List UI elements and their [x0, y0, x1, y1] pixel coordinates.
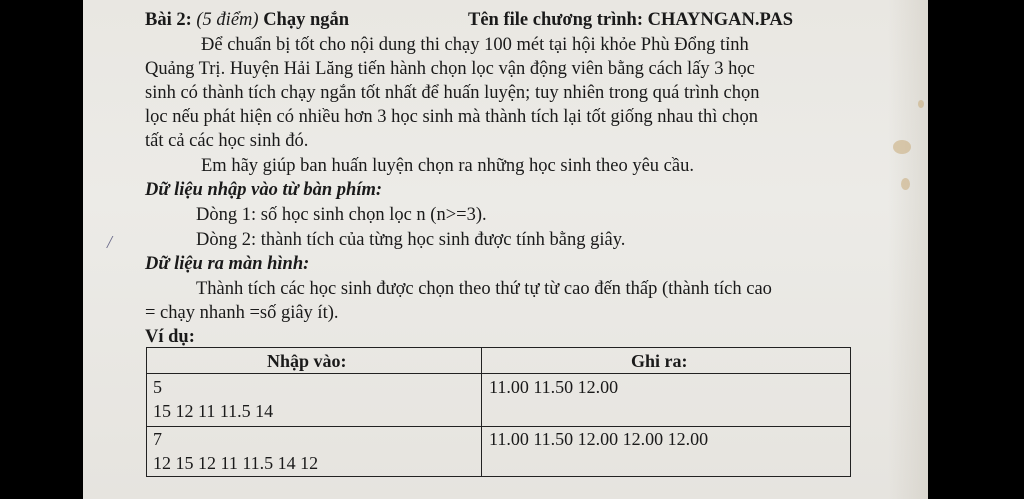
table-cell-input: 12 15 12 11 11.5 14 12	[153, 453, 319, 473]
table-column-divider	[481, 348, 482, 476]
intro-line: tất cả các học sinh đó.	[145, 131, 309, 151]
example-table	[146, 347, 851, 477]
document-page	[83, 0, 928, 499]
table-row-divider	[147, 426, 850, 427]
intro-line: Quảng Trị. Huyện Hải Lăng tiến hành chọn lọc vận động viên bằng cách lấy 3 học	[145, 59, 755, 79]
table-cell-input: 5	[153, 377, 162, 397]
intro-line: Để chuẩn bị tốt cho nội dung thi chạy 100 mét tại hội khỏe Phù Đổng tỉnh	[201, 35, 749, 55]
output-line: Thành tích các học sinh được chọn theo thứ tự từ cao đến thấp (thành tích cao	[196, 279, 772, 299]
table-cell-output: 11.00 11.50 12.00	[489, 377, 619, 397]
output-line: = chạy nhanh =số giây ít).	[145, 303, 339, 323]
table-row-divider	[147, 373, 850, 374]
pencil-mark: /	[107, 232, 113, 252]
example-label: Ví dụ:	[145, 327, 195, 347]
input-line: Dòng 2: thành tích của từng học sinh được tính bằng giây.	[196, 230, 626, 250]
problem-number: Bài 2:	[145, 10, 192, 30]
problem-header	[145, 9, 349, 31]
task-line: Em hãy giúp ban huấn luyện chọn ra những học sinh theo yêu cầu.	[201, 156, 694, 176]
file-label: Tên file chương trình:	[468, 10, 644, 30]
table-header-input: Nhập vào:	[267, 351, 347, 371]
table-cell-output: 11.00 11.50 12.00 12.00 12.00	[489, 429, 709, 449]
paper-stain	[893, 140, 911, 154]
file-name: CHAYNGAN.PAS	[647, 10, 794, 30]
file-name-line	[468, 9, 793, 31]
input-line: Dòng 1: số học sinh chọn lọc n (n>=3).	[196, 205, 487, 225]
output-heading: Dữ liệu ra màn hình:	[145, 254, 310, 274]
table-header-output: Ghi ra:	[631, 351, 688, 371]
problem-points: (5 điểm)	[196, 10, 259, 30]
problem-name: Chạy ngắn	[263, 10, 350, 30]
intro-line: lọc nếu phát hiện có nhiều hơn 3 học sinh mà thành tích lại tốt giống nhau thì chọn	[145, 107, 758, 127]
paper-stain	[901, 178, 910, 190]
paper-stain	[918, 100, 924, 108]
input-heading: Dữ liệu nhập vào từ bàn phím:	[145, 180, 383, 200]
table-cell-input: 15 12 11 11.5 14	[153, 401, 274, 421]
page-shadow	[888, 0, 928, 499]
table-cell-input: 7	[153, 429, 162, 449]
intro-line: sinh có thành tích chạy ngắn tốt nhất để huấn luyện; tuy nhiên trong quá trình chọn	[145, 83, 760, 103]
